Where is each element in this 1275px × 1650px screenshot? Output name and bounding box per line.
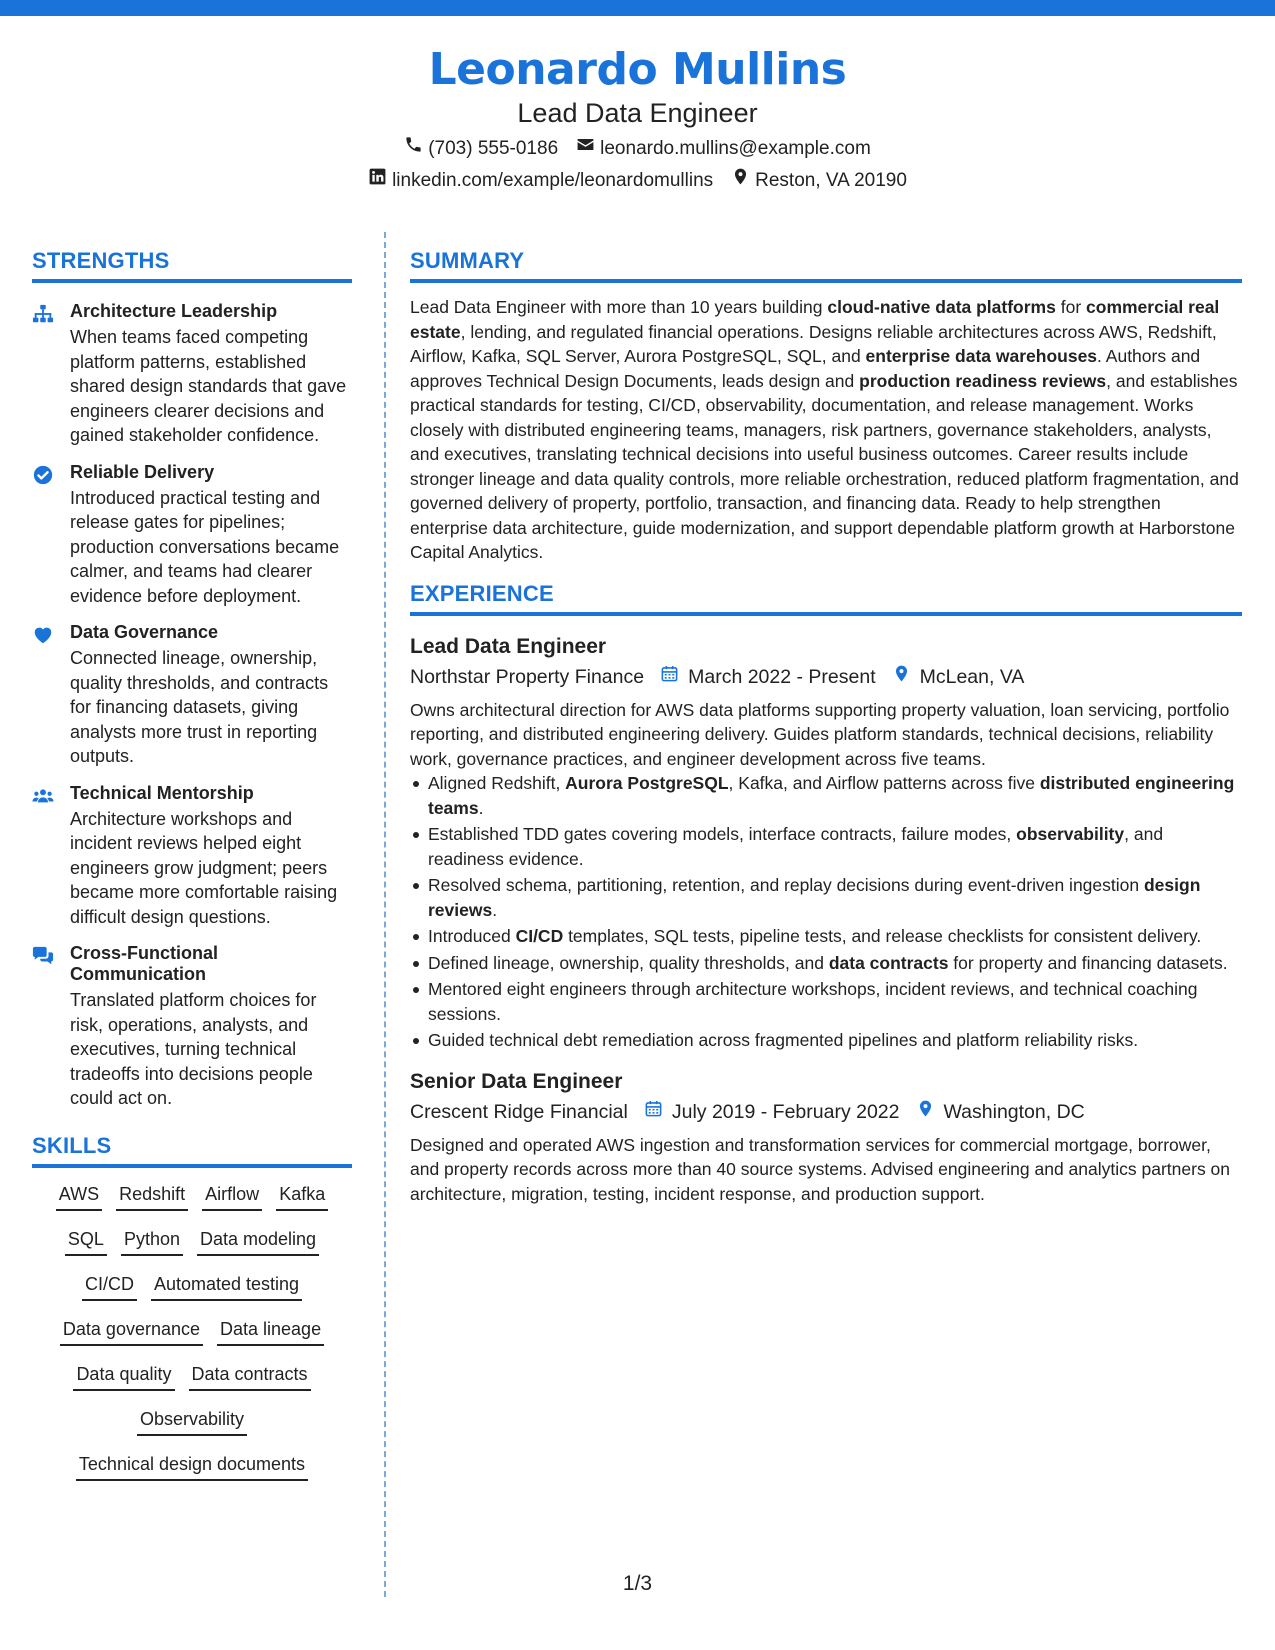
- map-pin-icon: [731, 166, 750, 196]
- phone-icon: [404, 134, 423, 164]
- skill-tag: Data lineage: [217, 1319, 324, 1346]
- strength-title: Technical Mentorship: [70, 782, 254, 803]
- comments-icon: [32, 943, 70, 1111]
- text-segment: Guided technical debt remediation across fragmented pipelines and platform reliability risks.: [428, 1030, 1139, 1050]
- bold-text: CI/CD: [515, 926, 564, 946]
- strength-item: [32, 783, 352, 930]
- bold-text: production readiness reviews: [859, 370, 1107, 391]
- text-segment: for: [1055, 297, 1087, 317]
- page-number: 1/3: [622, 1572, 653, 1595]
- job-meta: [410, 1097, 1242, 1127]
- experience-heading: EXPERIENCE: [410, 581, 1242, 616]
- strength-item: [32, 943, 352, 1111]
- bold-text: design reviews: [428, 875, 1201, 920]
- strength-item: [32, 301, 352, 448]
- strength-title: Reliable Delivery: [70, 461, 215, 482]
- skill-tag: Data quality: [73, 1364, 174, 1391]
- job-entry: [410, 632, 1242, 1053]
- bullet-item: [410, 977, 1242, 1026]
- text-segment: .: [478, 797, 484, 818]
- skill-row: [32, 1184, 352, 1229]
- company-name: Crescent Ridge Financial: [410, 1100, 628, 1123]
- email-text[interactable]: leonardo.mullins@example.com: [600, 138, 871, 159]
- bold-text: distributed engineering teams: [428, 773, 1235, 818]
- skill-tag: Technical design documents: [76, 1454, 308, 1481]
- linkedin-icon: [368, 166, 387, 196]
- job-location-text: McLean, VA: [919, 665, 1025, 688]
- skill-tag: Data governance: [60, 1319, 203, 1346]
- skill-tag: Data contracts: [189, 1364, 311, 1391]
- candidate-title: Lead Data Engineer: [517, 98, 758, 128]
- candidate-name: Leonardo Mullins: [428, 44, 847, 95]
- contact-row-1: [0, 134, 1275, 164]
- map-pin-icon: [916, 1097, 935, 1127]
- bullet-item: [410, 1028, 1242, 1053]
- skill-row: [32, 1319, 352, 1364]
- bullet-item: [410, 873, 1242, 922]
- resume-header: [0, 40, 1275, 196]
- bullet-item: [410, 822, 1242, 871]
- summary-paragraph: [410, 295, 1242, 565]
- column-divider: [384, 232, 386, 1597]
- linkedin-contact[interactable]: [368, 166, 713, 196]
- skill-row: [32, 1229, 352, 1274]
- skill-tag: Airflow: [202, 1184, 262, 1211]
- left-column: [32, 248, 352, 1499]
- linkedin-text[interactable]: linkedin.com/example/leonardomullins: [392, 170, 714, 191]
- skill-row: [32, 1454, 352, 1499]
- top-accent-bar: [0, 0, 1275, 16]
- text-segment: Defined lineage, ownership, quality thresholds, and: [428, 952, 829, 973]
- phone-contact: [404, 134, 558, 164]
- text-segment: Introduced: [428, 926, 516, 946]
- bold-text: enterprise data warehouses: [865, 346, 1098, 366]
- check-circle-icon: [32, 462, 70, 609]
- bullet-item: [410, 771, 1242, 820]
- text-segment: .: [492, 899, 498, 920]
- email-contact[interactable]: [576, 134, 871, 164]
- job-entry: [410, 1067, 1242, 1207]
- skill-tag: Redshift: [116, 1184, 188, 1211]
- job-title: Lead Data Engineer: [410, 634, 607, 658]
- calendar-icon: [644, 1097, 663, 1127]
- summary-heading: SUMMARY: [410, 248, 1242, 283]
- job-location: [916, 1097, 1085, 1127]
- skill-tag: Observability: [137, 1409, 247, 1436]
- bullet-item: [410, 951, 1242, 976]
- location-contact: [731, 166, 907, 196]
- job-location-text: Washington, DC: [943, 1100, 1085, 1123]
- job-dates-text: July 2019 - February 2022: [671, 1100, 900, 1123]
- job-location: [892, 662, 1025, 692]
- users-icon: [32, 783, 70, 930]
- skill-tag: CI/CD: [82, 1274, 137, 1301]
- skill-tag: Python: [121, 1229, 183, 1256]
- skill-tag: Kafka: [276, 1184, 328, 1211]
- strength-item: [32, 622, 352, 769]
- strength-title: Data Governance: [70, 622, 219, 642]
- text-segment: Mentored eight engineers through architecture workshops, incident reviews, and technical coaching sessions.: [428, 979, 1198, 1024]
- text-segment: templates, SQL tests, pipeline tests, and release checklists for consistent delivery.: [563, 926, 1202, 946]
- right-column: [410, 248, 1242, 1206]
- skill-tag: SQL: [65, 1229, 107, 1256]
- company-name: Northstar Property Finance: [410, 665, 645, 688]
- bullet-item: [410, 924, 1242, 949]
- text-segment: Established TDD gates covering models, interface contracts, failure modes,: [428, 824, 1017, 844]
- strength-text: Translated platform choices for risk, operations, analysts, and executives, turning technical tradeoffs into decisions people could act on.: [70, 990, 317, 1108]
- text-segment: , and establishes practical standards for testing, CI/CD, observability, documentation, and release management. Works closely with distributed engineering teams, managers, risk partners, governance stakeholders, analysts, and executives, translating technical decisions into useful business outcomes. Career results include stronger lineage and data quality controls, more reliable orchestration, reduced platform fragmentation, and governed delivery of property, portfolio, transaction, and financing data. Ready to help strengthen enterprise data architecture, guide modernization, and support dependable platform growth at Harborstone Capital Analytics.: [410, 370, 1239, 562]
- job-bullets: [410, 771, 1242, 1053]
- bold-text: commercial real estate: [410, 297, 1220, 342]
- skill-row: [32, 1409, 352, 1454]
- heart-icon: [32, 622, 70, 769]
- text-segment: Lead Data Engineer with more than 10 years building: [410, 297, 828, 317]
- bold-text: Aurora PostgreSQL: [565, 773, 729, 793]
- contact-row-2: [0, 166, 1275, 196]
- job-description: Owns architectural direction for AWS data platforms supporting property valuation, loan servicing, portfolio reporting, and distributed engineering delivery. Guides platform standards, technical decisions, reliability work, governance practices, and engineer development across five teams.: [410, 699, 1230, 769]
- strength-title: Cross-Functional Communication: [70, 943, 219, 984]
- text-segment: , Kafka, and Airflow patterns across five: [728, 773, 1040, 793]
- bold-text: observability: [1016, 824, 1125, 844]
- strength-text: When teams faced competing platform patterns, established shared design standards that gave engineers clearer decisions and gained stakeholder confidence.: [70, 327, 347, 445]
- skill-tag: Automated testing: [151, 1274, 302, 1301]
- skills-heading: SKILLS: [32, 1133, 352, 1168]
- text-segment: for property and financing datasets.: [948, 952, 1228, 973]
- bold-text: data contracts: [828, 952, 949, 973]
- envelope-icon: [576, 134, 595, 164]
- text-segment: , lending, and regulated financial operations. Designs reliable architectures across AWS, Redshift, Airflow, Kafka, SQL Server, Aurora PostgreSQL, SQL, and: [410, 321, 1217, 366]
- job-dates: [660, 662, 876, 692]
- phone-text: (703) 555-0186: [428, 138, 559, 159]
- job-dates-text: March 2022 - Present: [688, 665, 876, 688]
- calendar-icon: [660, 662, 679, 692]
- strength-text: Architecture workshops and incident reviews helped eight engineers grow judgment; peers became more comfortable raising difficult design questions.: [70, 808, 338, 927]
- strength-item: [32, 462, 352, 609]
- job-title: Senior Data Engineer: [410, 1069, 623, 1093]
- job-dates: [644, 1097, 900, 1127]
- skill-row: [32, 1364, 352, 1409]
- text-segment: Aligned Redshift,: [428, 773, 566, 793]
- text-segment: Resolved schema, partitioning, retention, and replay decisions during event-driven ingestion: [428, 875, 1144, 895]
- strengths-heading: STRENGTHS: [32, 248, 352, 283]
- sitemap-icon: [32, 301, 70, 448]
- location-text: Reston, VA 20190: [755, 170, 907, 191]
- skill-row: [32, 1274, 352, 1319]
- skills-list: [32, 1184, 352, 1499]
- text-segment: . Authors and approves Technical Design Documents, leads design and: [410, 346, 1201, 391]
- job-meta: [410, 662, 1242, 692]
- skill-tag: AWS: [56, 1184, 102, 1211]
- strength-text: Connected lineage, ownership, quality thresholds, and contracts for financing datasets, giving analysts more trust in reporting outputs.: [70, 648, 329, 766]
- map-pin-icon: [892, 662, 911, 692]
- strength-title: Architecture Leadership: [70, 301, 278, 321]
- job-description: Designed and operated AWS ingestion and transformation services for commercial mortgage, borrower, and property records across more than 40 source systems. Advised engineering and analytics partners on architecture, migration, testing, incident response, and production support.: [410, 1134, 1231, 1204]
- text-segment: , and readiness evidence.: [428, 824, 1164, 869]
- strength-text: Introduced practical testing and release gates for pipelines; production conversations became calmer, and teams had clearer evidence before deployment.: [70, 487, 340, 606]
- skill-tag: Data modeling: [197, 1229, 319, 1256]
- bold-text: cloud-native data platforms: [827, 297, 1056, 317]
